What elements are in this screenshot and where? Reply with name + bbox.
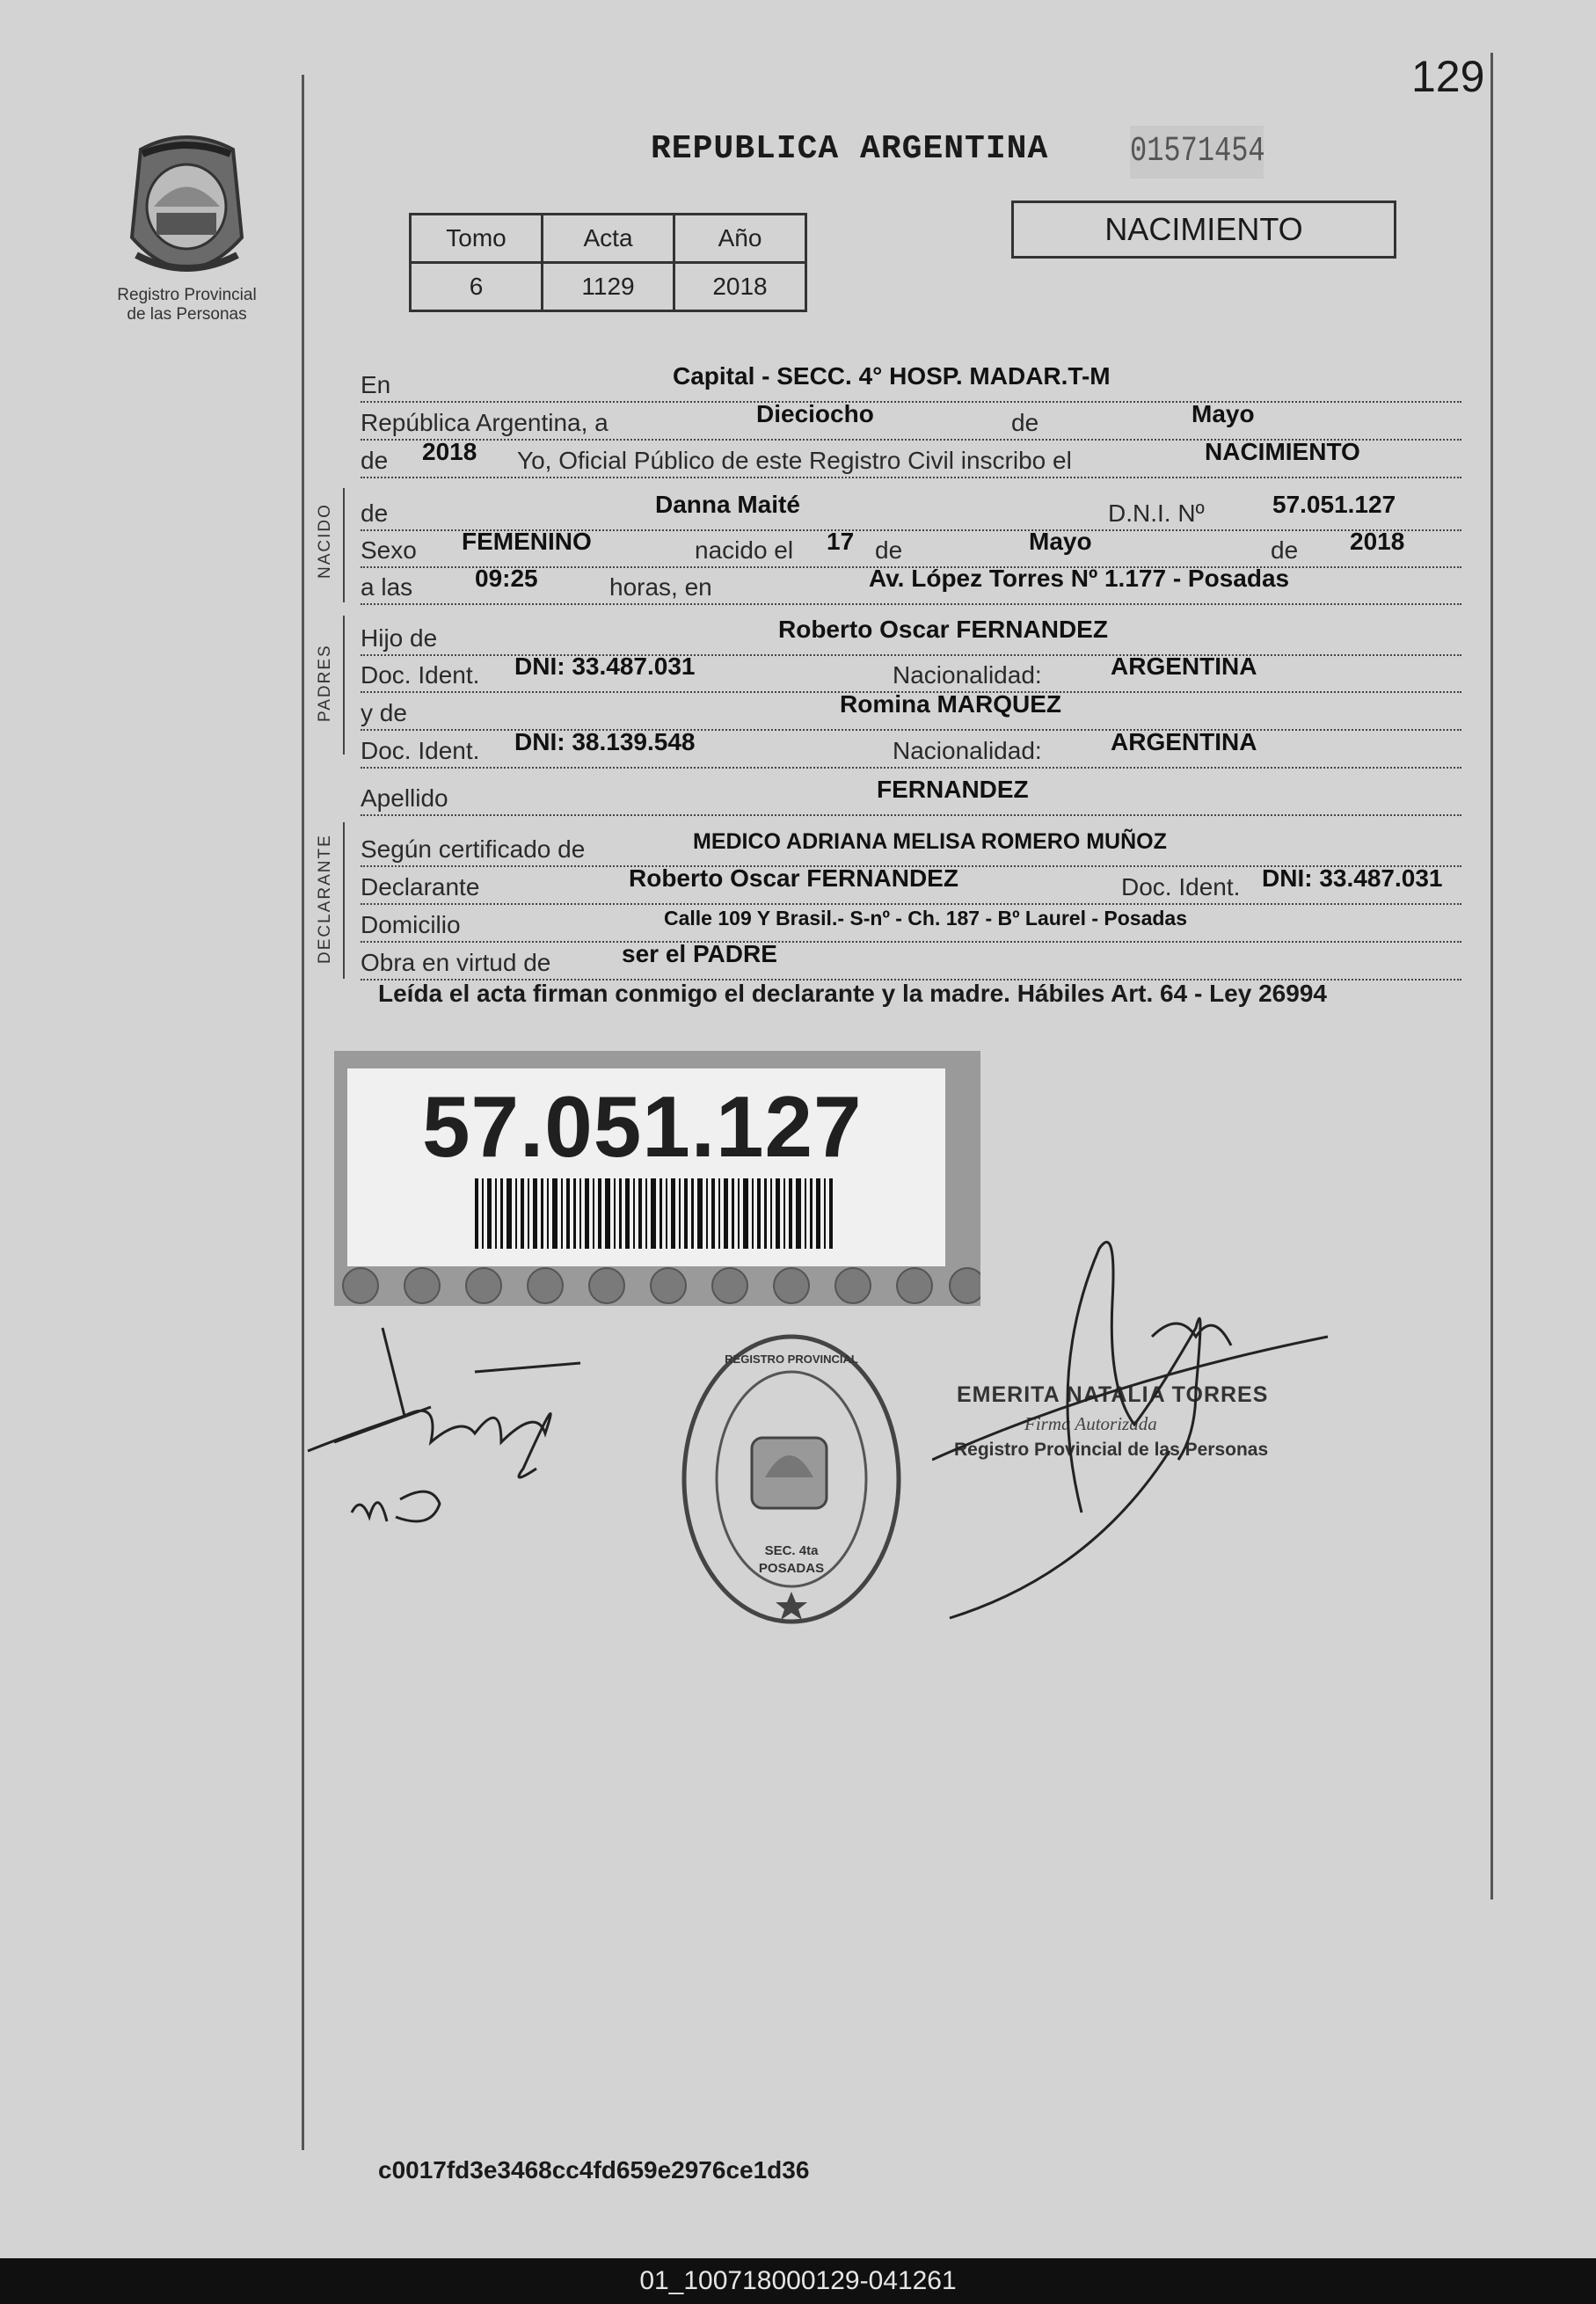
apellido-value: FERNANDEZ: [877, 776, 1029, 803]
birth-time: 09:25: [475, 565, 538, 592]
closing-note: Leída el acta firman conmigo el declarante y la madre. Hábiles Art. 64 - Ley 26994: [378, 980, 1327, 1007]
declarante-doc-label: Doc. Ident.: [1121, 873, 1241, 900]
a-las-label: a las: [361, 573, 413, 601]
mother-doc-label: Doc. Ident.: [361, 737, 480, 764]
declarante-label: Declarante: [361, 873, 480, 900]
mother-nac-label: Nacionalidad:: [893, 737, 1042, 764]
signature-initials: [356, 1495, 358, 1496]
document-type-box: NACIMIENTO: [1011, 201, 1396, 259]
y-de-label: y de: [361, 699, 407, 726]
oficial-text: Yo, Oficial Público de este Registro Civil inscribo el: [517, 447, 1072, 474]
nacido-el-label: nacido el: [695, 536, 794, 564]
left-signature-icon: [299, 1310, 598, 1539]
birth-month: Mayo: [1029, 528, 1092, 555]
logo-caption-line2: de las Personas: [127, 305, 247, 324]
nacido-side-label: NACIDO: [316, 503, 334, 579]
ano-value: 2018: [674, 263, 806, 311]
barcode-icon: [475, 1178, 835, 1249]
child-name: Danna Maité: [655, 491, 800, 518]
row-apellido: [361, 774, 1461, 816]
row-father-doc: [361, 653, 1461, 693]
sticker-dni: 57.051.127: [422, 1078, 863, 1175]
official-name: EMERITA NATALIA TORRES: [957, 1382, 1269, 1407]
row-nacido-hora: [361, 565, 1461, 605]
document-hash: c0017fd3e3468cc4fd659e2976ce1d36: [378, 2156, 810, 2184]
child-dni: 57.051.127: [1272, 491, 1396, 518]
ano-header: Año: [674, 215, 806, 263]
de-year-label: de: [361, 447, 389, 474]
acta-value: 1129: [543, 263, 674, 311]
declarante-doc: DNI: 33.487.031: [1262, 864, 1443, 892]
nacido-de-label: de: [361, 499, 389, 527]
month-value: Mayo: [1192, 400, 1255, 427]
declarante-side-label: DECLARANTE: [316, 834, 334, 964]
declarante-divider: [343, 822, 345, 979]
page-number: 129: [1411, 52, 1485, 101]
birth-de1-label: de: [875, 536, 903, 564]
dni-label: D.N.I. Nº: [1108, 499, 1205, 527]
horas-label: horas, en: [609, 573, 712, 601]
book-reference-table: [409, 213, 807, 312]
row-republica: [361, 400, 1461, 441]
father-doc-label: Doc. Ident.: [361, 661, 480, 689]
apellido-label: Apellido: [361, 784, 448, 812]
en-label: En: [361, 371, 391, 398]
birth-year: 2018: [1350, 528, 1405, 555]
act-type-value: NACIMIENTO: [1205, 438, 1360, 465]
en-value: Capital - SECC. 4° HOSP. MADAR.T-M: [673, 362, 1111, 390]
document-title: REPUBLICA ARGENTINA: [651, 130, 1049, 168]
father-nac-label: Nacionalidad:: [893, 661, 1042, 689]
official-role: Firma Autorizada: [1024, 1413, 1157, 1434]
row-year: [361, 438, 1461, 478]
mother-doc: DNI: 38.139.548: [514, 728, 696, 755]
provincia-de-misiones-seal-icon: [123, 132, 251, 286]
domicilio-label: Domicilio: [361, 911, 461, 938]
father-name: Roberto Oscar FERNANDEZ: [778, 616, 1108, 643]
sticker-pattern-icon: [334, 1266, 980, 1306]
domicilio-value: Calle 109 Y Brasil.- S-nº - Ch. 187 - Bº Laurel - Posadas: [664, 907, 1188, 930]
row-nacido-name: [361, 491, 1461, 531]
official-signature-icon: [932, 1196, 1337, 1627]
de-label: de: [1011, 409, 1039, 436]
hijo-de-label: Hijo de: [361, 624, 438, 652]
obra-label: Obra en virtud de: [361, 949, 551, 976]
republica-label: República Argentina, a: [361, 409, 609, 436]
padres-side-label: PADRES: [316, 644, 334, 722]
nacido-divider: [343, 488, 345, 602]
row-nacido-sexo: [361, 528, 1461, 568]
tomo-value: 6: [411, 263, 543, 311]
svg-text:REGISTRO PROVINCIAL: REGISTRO PROVINCIAL: [725, 1353, 858, 1366]
acta-header: Acta: [543, 215, 674, 263]
svg-text:POSADAS: POSADAS: [758, 1561, 825, 1576]
father-nationality: ARGENTINA: [1111, 653, 1257, 680]
row-declarante: [361, 864, 1461, 905]
day-value: Dieciocho: [756, 400, 874, 427]
row-mother-doc: [361, 728, 1461, 769]
father-doc: DNI: 33.487.031: [514, 653, 696, 680]
obra-value: ser el PADRE: [622, 940, 777, 967]
delegacion-round-stamp-icon: [677, 1328, 906, 1631]
declarante-name: Roberto Oscar FERNANDEZ: [629, 864, 958, 892]
cert-value: MEDICO ADRIANA MELISA ROMERO MUÑOZ: [693, 829, 1167, 854]
birth-place: Av. López Torres Nº 1.177 - Posadas: [869, 565, 1290, 592]
row-en: [361, 362, 1461, 403]
logo-caption: [92, 286, 281, 324]
row-domicilio: [361, 902, 1461, 943]
sexo-value: FEMENINO: [462, 528, 592, 555]
cert-label: Según certificado de: [361, 835, 586, 863]
left-margin-line: [302, 75, 304, 2150]
sexo-label: Sexo: [361, 536, 417, 564]
logo-caption-line1: Registro Provincial: [117, 286, 257, 304]
tomo-header: Tomo: [411, 215, 543, 263]
official-org: Registro Provincial de las Personas: [954, 1440, 1269, 1460]
footer-file-id: 01_100718000129-041261: [639, 2266, 957, 2295]
birth-day: 17: [827, 528, 855, 555]
svg-text:SEC. 4ta: SEC. 4ta: [764, 1543, 819, 1558]
mother-name: Romina MARQUEZ: [840, 690, 1061, 718]
birth-de2-label: de: [1271, 536, 1299, 564]
row-y-de: [361, 690, 1461, 731]
right-margin-line: [1490, 53, 1493, 1899]
row-hijo-de: [361, 616, 1461, 656]
row-obra: [361, 940, 1461, 981]
padres-divider: [343, 616, 345, 755]
serial-number: 01571454: [1130, 126, 1264, 179]
year-value: 2018: [422, 438, 477, 465]
mother-nationality: ARGENTINA: [1111, 728, 1257, 755]
row-certificado: [361, 827, 1461, 867]
